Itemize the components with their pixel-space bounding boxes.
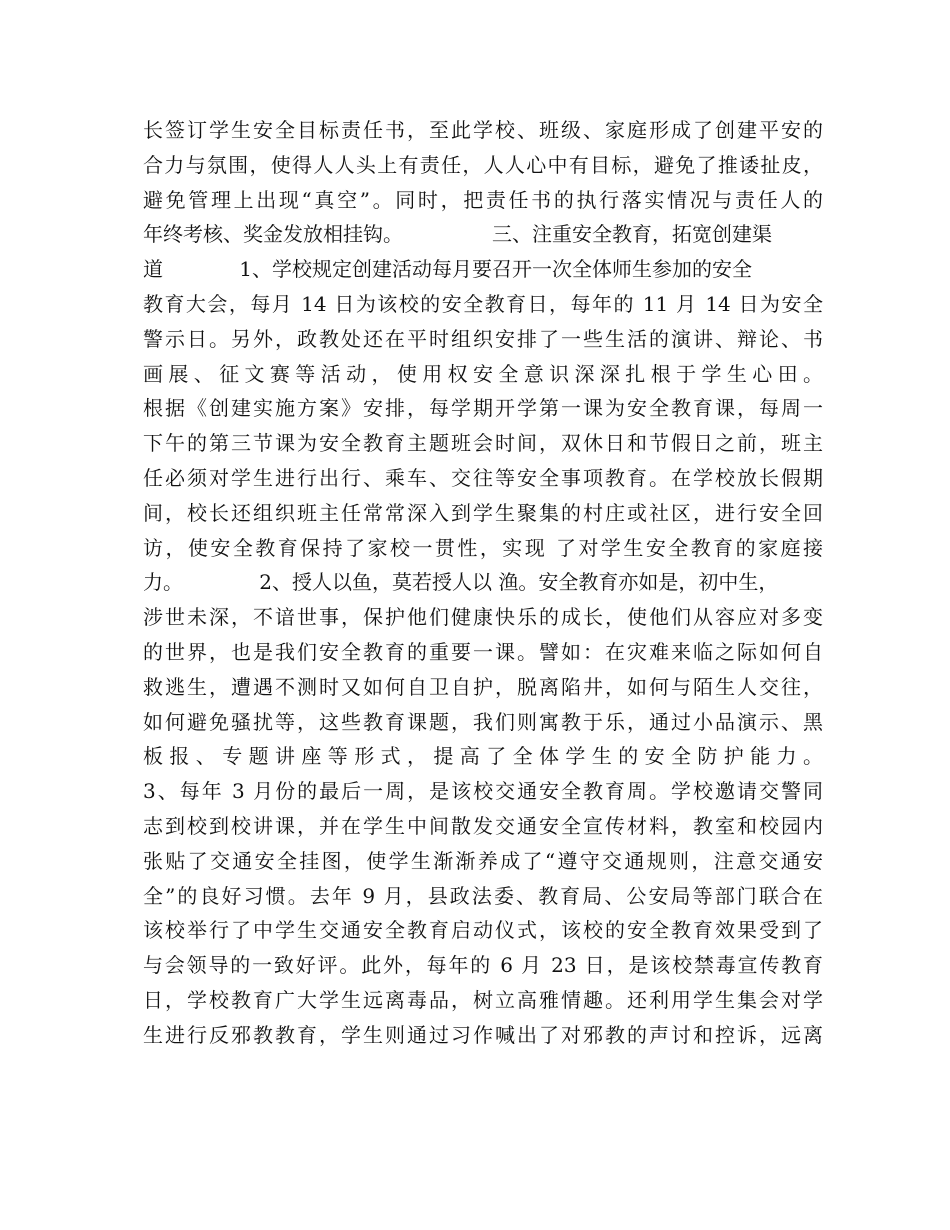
text-line: 与会领导的一致好评。此外，每年的 6 月 23 日，是该校禁毒宣传教育	[143, 953, 823, 978]
text-line: 间，校长还组织班主任常常深入到学生聚集的村庄或社区，进行安全回	[143, 500, 823, 525]
text-line: 生进行反邪教教育，学生则通过习作喊出了对邪教的声讨和控诉，远离	[143, 1022, 823, 1047]
text-line: 根据《创建实施方案》安排，每学期开学第一课为安全教育课，每周一	[143, 396, 823, 421]
text-line: 警示日。另外，政教处还在平时组织安排了一些生活的演讲、辩论、书	[143, 326, 823, 351]
text-line: 道 1、学校规定创建活动每月要召开一次全体师生参加的安全	[143, 257, 753, 282]
text-line: 访，使安全教育保持了家校一贯性，实现 了对学生安全教育的家庭接	[143, 535, 823, 560]
text-line: 教育大会，每月 14 日为该校的安全教育日，每年的 11 月 14 日为安全	[143, 291, 823, 316]
text-line: 救逃生，遭遇不测时又如何自卫自护，脱离陷井，如何与陌生人交往，	[143, 674, 823, 699]
text-line: 力。 2、授人以鱼，莫若授人以 渔。安全教育亦如是，初中生，	[143, 570, 779, 595]
text-line: 如何避免骚扰等，这些教育课题，我们则寓教于乐，通过小品演示、黑	[143, 709, 823, 734]
text-line: 下午的第三节课为安全教育主题班会时间，双休日和节假日之前，班主	[143, 431, 823, 456]
text-line: 任必须对学生进行出行、乘车、交往等安全事项教育。在学校放长假期	[143, 465, 823, 490]
text-line: 合力与氛围，使得人人头上有责任，人人心中有目标，避免了推诿扯皮，	[143, 152, 823, 177]
text-line: 年终考核、奖金发放相挂钩。 三、注重安全教育，拓宽创建渠	[143, 222, 773, 247]
text-line: 日，学校教育广大学生远离毒品，树立高雅情趣。还利用学生集会对学	[143, 987, 823, 1012]
text-line: 志到校到校讲课，并在学生中间散发交通安全宣传材料，教室和校园内	[143, 813, 823, 838]
text-line: 画展、征文赛等活动，使用权安全意识深深扎根于学生心田。	[143, 361, 823, 386]
text-line: 张贴了交通安全挂图，使学生渐渐养成了“遵守交通规则，注意交通安	[143, 848, 823, 873]
text-line: 全”的良好习惯。去年 9 月，县政法委、教育局、公安局等部门联合在	[143, 883, 823, 908]
text-line: 3、每年 3 月份的最后一周，是该校交通安全教育周。学校邀请交警同	[143, 779, 823, 804]
text-line: 长签订学生安全目标责任书，至此学校、班级、家庭形成了创建平安的	[143, 118, 823, 142]
text-line: 的世界，也是我们安全教育的重要一课。譬如：在灾难来临之际如何自	[143, 639, 823, 664]
text-line: 涉世未深，不谙世事，保护他们健康快乐的成长，使他们从容应对多变	[143, 605, 823, 630]
text-line: 该校举行了中学生交通安全教育启动仪式，该校的安全教育效果受到了	[143, 918, 823, 943]
text-line: 板报、专题讲座等形式，提高了全体学生的安全防护能力。	[143, 744, 823, 769]
text-line: 避免管理上出现“真空”。同时，把责任书的执行落实情况与责任人的	[143, 187, 823, 212]
body-text	[143, 113, 823, 1053]
